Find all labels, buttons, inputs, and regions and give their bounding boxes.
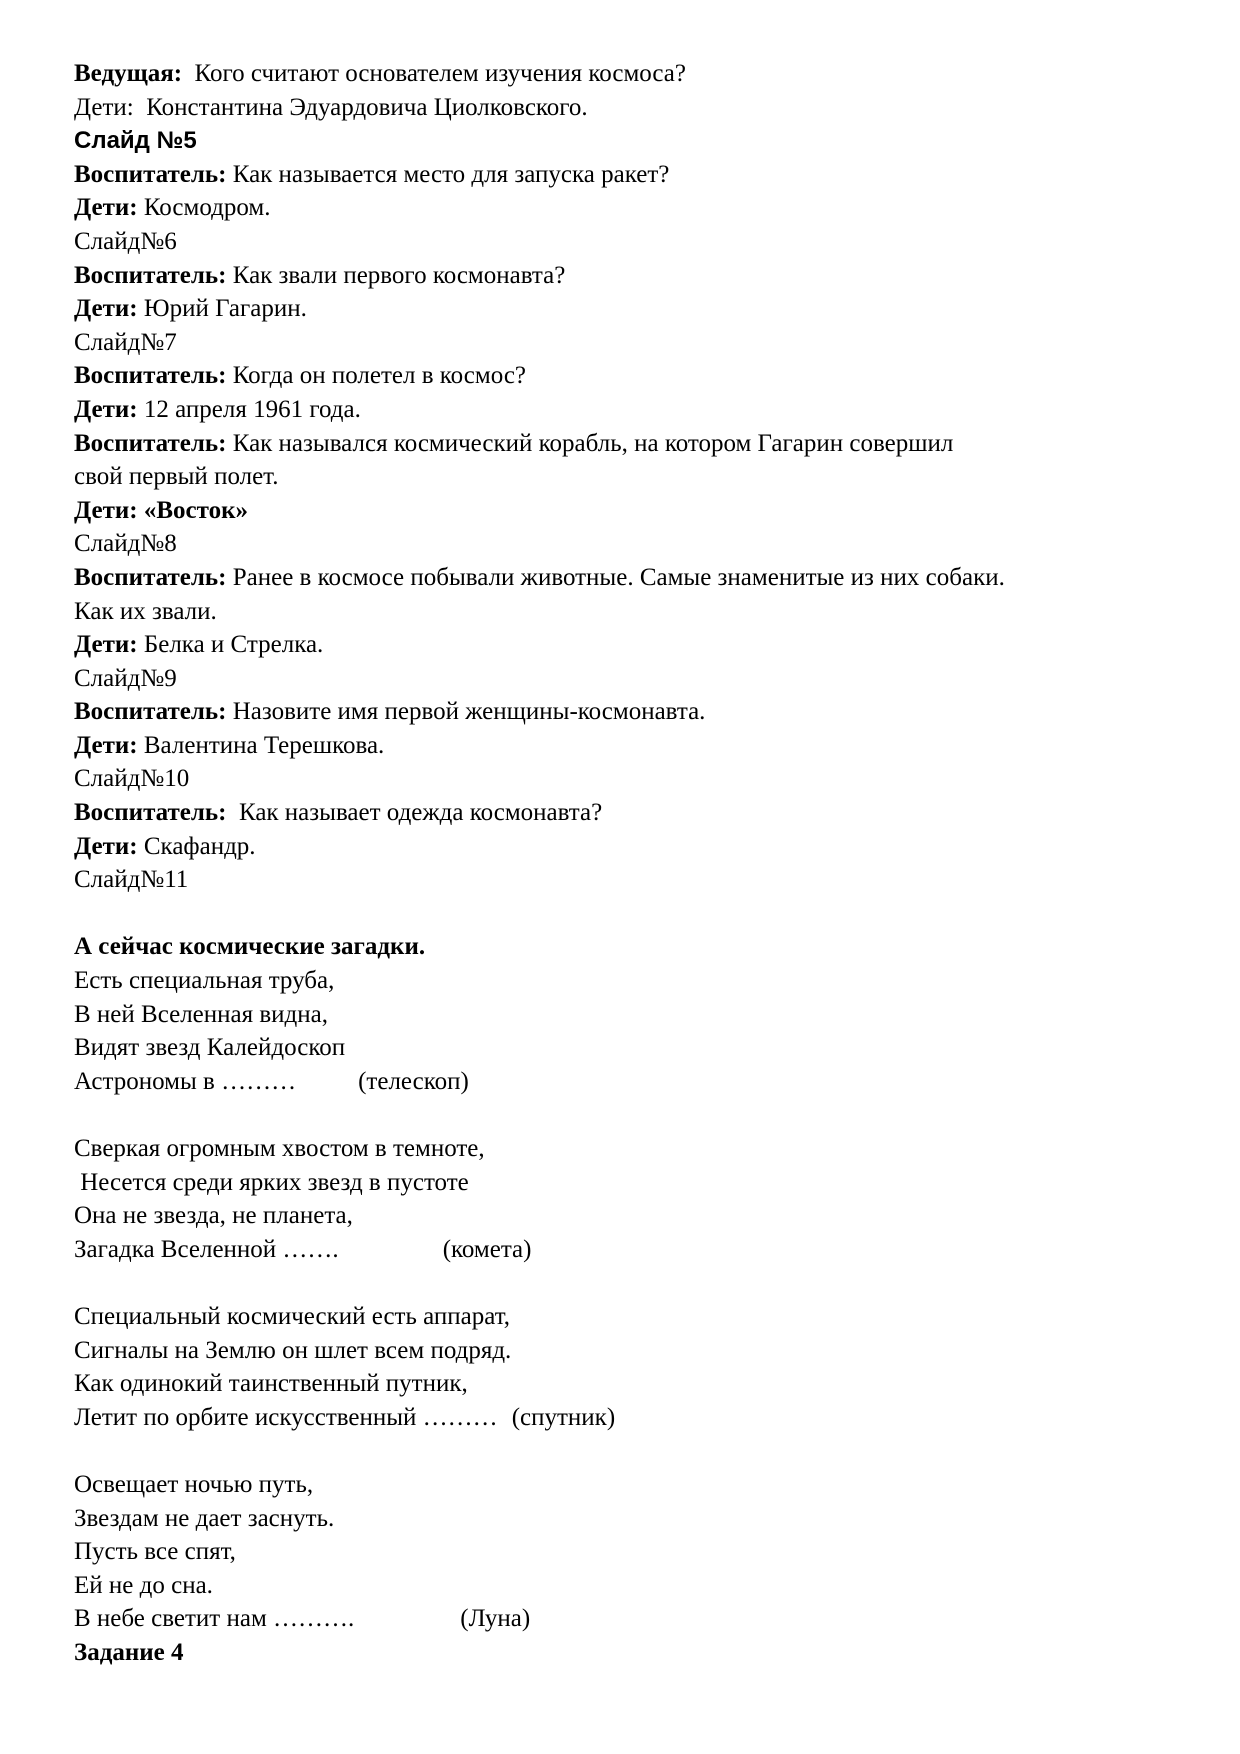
riddle-line: Она не звезда, не планета, [74, 1202, 353, 1230]
blank-line [74, 1266, 1184, 1300]
riddle-line: Сигналы на Землю он шлет всем подряд. [74, 1336, 512, 1364]
line-text: Как называет одежда космонавта? [226, 799, 603, 827]
line-text: Как назывался космический корабль, на котором Гагарин совершил [226, 429, 954, 457]
dialogue-line [74, 830, 1184, 864]
dialogue-line [74, 158, 1184, 192]
dialogue-line [74, 292, 1184, 326]
riddle-last-line [74, 1401, 1184, 1435]
dialogue-line [74, 561, 1184, 595]
riddle-line: В ней Вселенная видна, [74, 1000, 329, 1028]
dialogue-line [74, 91, 1184, 125]
speaker-label: Воспитатель: [74, 563, 227, 591]
speaker-label: Ведущая: [74, 60, 183, 87]
speaker-label: Дети: [74, 194, 138, 222]
slide-marker: Слайд№6 [74, 227, 177, 255]
speaker-label: Воспитатель: [74, 261, 227, 289]
speaker-label: Дети: [74, 832, 138, 860]
slide-marker: Слайд №5 [74, 127, 197, 155]
line-text: Когда он полетел в космос? [226, 362, 527, 390]
line-text: свой первый полет. [74, 463, 279, 491]
dialogue-line [74, 729, 1184, 763]
riddle-line: Звездам не дает заснуть. [74, 1504, 335, 1532]
speaker-label: Дети: [74, 295, 138, 323]
riddle-line: Ей не до сна. [74, 1571, 213, 1599]
riddle-last-line [74, 1602, 1184, 1636]
riddle-line: Пусть все спят, [74, 1538, 236, 1566]
riddle-answer: (Луна) [460, 1605, 531, 1633]
dialogue-line [74, 259, 1184, 293]
line-text: Космодром. [137, 194, 271, 222]
dialogue-line [74, 628, 1184, 662]
line-text: Назовите имя первой женщины-космонавта. [226, 698, 706, 726]
blank-line [74, 1098, 1184, 1132]
line-text: Юрий Гагарин. [137, 295, 307, 323]
dialogue-line [74, 427, 1184, 461]
speaker-label: Воспитатель: [74, 799, 227, 827]
dialogue-line [74, 359, 1184, 393]
slide-marker: Слайд№8 [74, 530, 177, 558]
riddle-last-line [74, 1233, 1184, 1267]
riddle-line: Как одинокий таинственный путник, [74, 1370, 468, 1398]
blank-line [74, 1434, 1184, 1468]
slide-marker: Слайд№11 [74, 866, 189, 894]
dialogue-line [74, 393, 1184, 427]
riddle-last-line [74, 1065, 1184, 1099]
riddle-line: Видят звезд Калейдоскоп [74, 1034, 346, 1062]
line-text: Валентина Терешкова. [137, 731, 385, 759]
riddle-line: Есть специальная труба, [74, 967, 335, 995]
dialogue-line [74, 57, 1184, 91]
dialogue-line [74, 595, 1184, 629]
speaker-label: Дети: [74, 631, 138, 659]
blank-line [74, 897, 1184, 931]
slide-marker: Слайд№9 [74, 664, 177, 692]
slide-marker: Слайд№10 [74, 765, 190, 793]
riddle-prompt: Летит по орбите искусственный ……… [74, 1403, 498, 1431]
dialogue-line [74, 460, 1184, 494]
dialogue-line [74, 494, 1184, 528]
line-text: 12 апреля 1961 года. [137, 395, 361, 423]
riddles-heading: А сейчас космические загадки. [74, 933, 426, 961]
line-text: Дети: Константина Эдуардовича Циолковского. [74, 93, 588, 121]
dialogue-line [74, 695, 1184, 729]
line-text: Как их звали. [74, 597, 217, 625]
riddle-prompt: В небе светит нам ………. [74, 1605, 355, 1633]
speaker-label: Дети: [74, 395, 138, 423]
line-text: Ранее в космосе побывали животные. Самые знаменитые из них собаки. [226, 563, 1005, 591]
riddle-line: Специальный космический есть аппарат, [74, 1302, 510, 1330]
speaker-label: Воспитатель: [74, 362, 227, 390]
task-heading: Задание 4 [74, 1638, 184, 1666]
riddle-answer: (спутник) [511, 1403, 616, 1431]
speaker-label: Дети: «Восток» [74, 496, 248, 524]
line-text: Скафандр. [137, 832, 256, 860]
riddle-line: Сверкая огромным хвостом в темноте, [74, 1135, 485, 1162]
document-page [74, 57, 1184, 1670]
line-text: Как звали первого космонавта? [226, 261, 566, 289]
riddle-prompt: Загадка Вселенной ……. [74, 1235, 339, 1263]
line-text: Кого считают основателем изучения космоса? [182, 60, 686, 87]
riddle-line: Освещает ночью путь, [74, 1470, 314, 1498]
speaker-label: Воспитатель: [74, 698, 227, 726]
riddle-line: Несется среди ярких звезд в пустоте [74, 1168, 469, 1196]
riddle-prompt: Астрономы в ……… [74, 1067, 297, 1095]
dialogue-line [74, 191, 1184, 225]
slide-marker: Слайд№7 [74, 328, 177, 356]
dialogue-line [74, 796, 1184, 830]
line-text: Как называется место для запуска ракет? [226, 160, 670, 188]
riddle-answer: (комета) [442, 1235, 532, 1263]
speaker-label: Воспитатель: [74, 429, 227, 457]
riddle-answer: (телескоп) [358, 1067, 469, 1095]
speaker-label: Воспитатель: [74, 160, 227, 188]
line-text: Белка и Стрелка. [137, 631, 324, 659]
speaker-label: Дети: [74, 731, 138, 759]
